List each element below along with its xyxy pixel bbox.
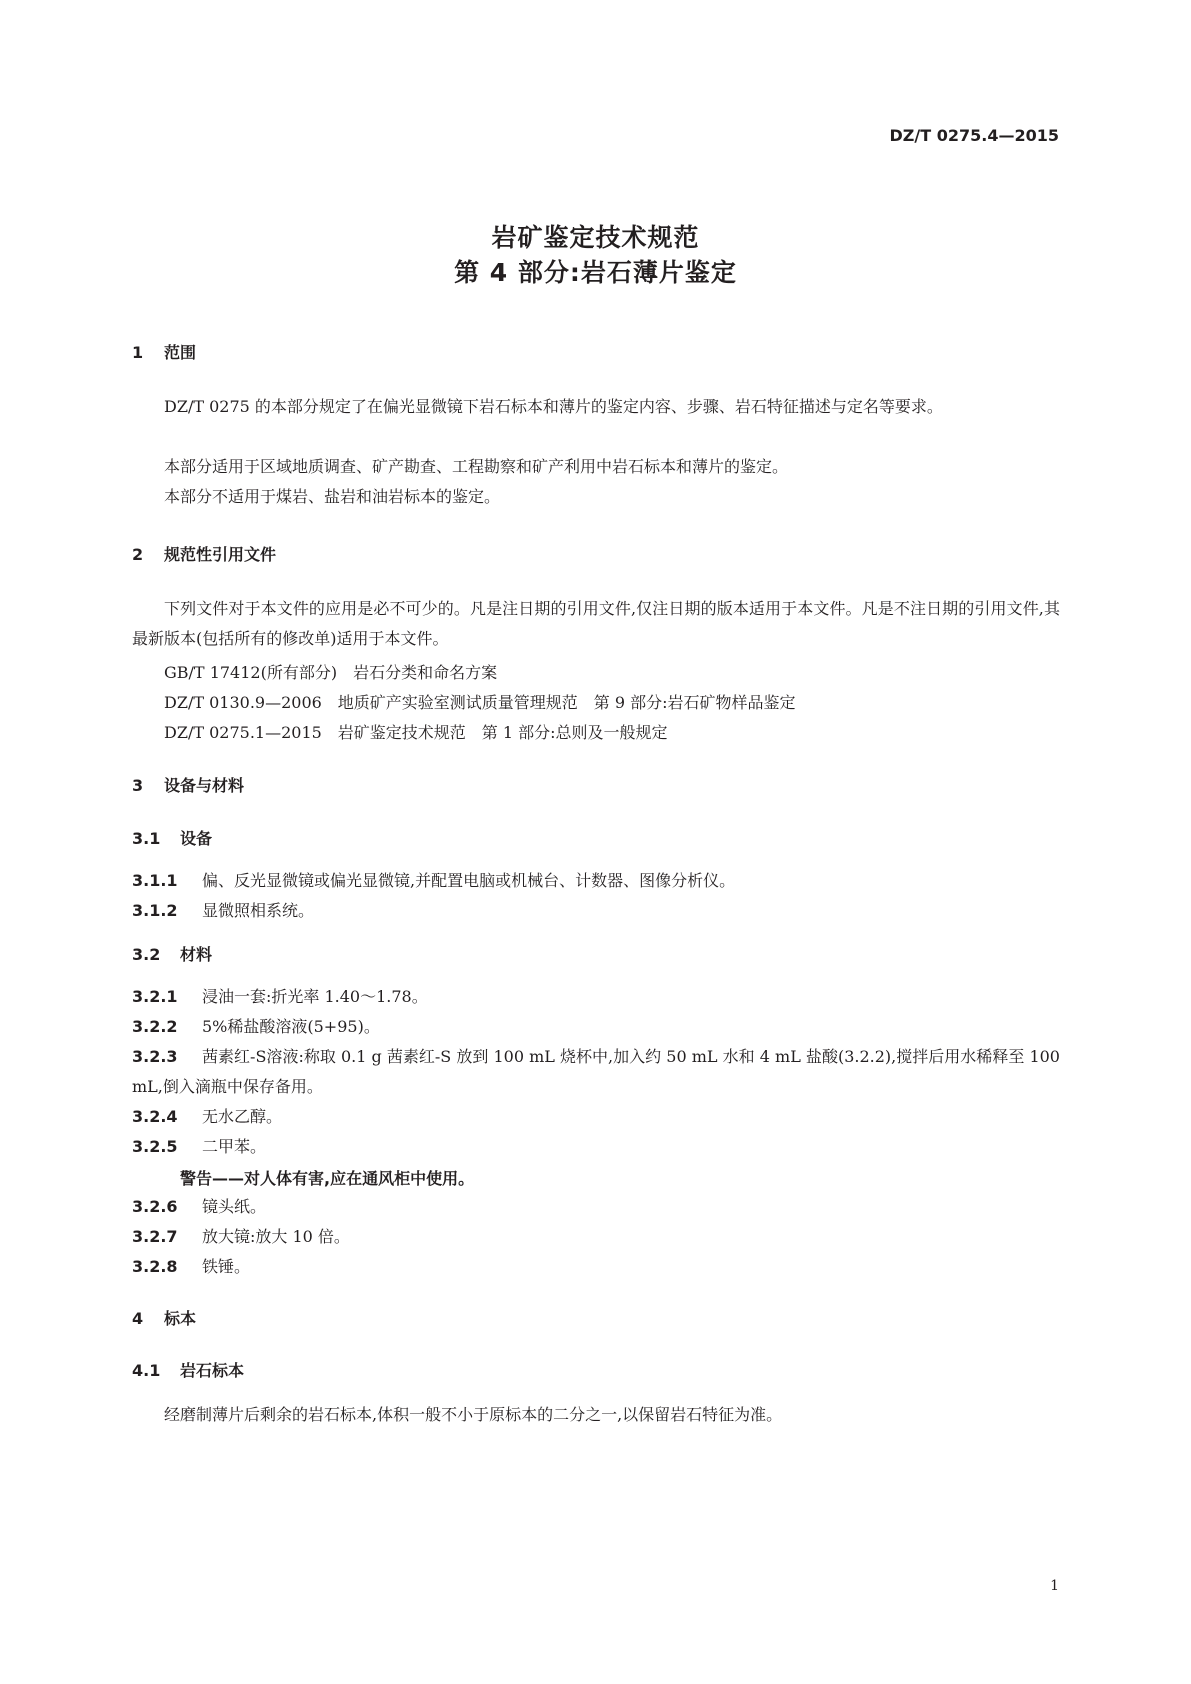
clause-item	[132, 982, 1060, 1012]
clause-text: 偏、反光显微镜或偏光显微镜,并配置电脑或机械台、计数器、图像分析仪。	[202, 871, 736, 890]
subsection-4-1-heading	[132, 1358, 244, 1381]
clause-item	[132, 1132, 1060, 1162]
clause-text: 铁锤。	[202, 1257, 251, 1276]
subsection-title: 设备	[180, 829, 213, 848]
section-2-heading	[132, 542, 276, 565]
subsection-title: 岩石标本	[180, 1361, 245, 1380]
warning-note: 警告——对人体有害,应在通风柜中使用。	[180, 1169, 475, 1188]
clause-text: 浸油一套:折光率 1.40～1.78。	[202, 987, 428, 1006]
clause-item	[132, 1102, 1060, 1132]
section-number: 1	[132, 343, 144, 362]
paragraph: 经磨制薄片后剩余的岩石标本,体积一般不小于原标本的二分之一,以保留岩石特征为准。	[164, 1405, 783, 1424]
clause-number: 3.1.1	[132, 871, 178, 890]
subsection-number: 3.2	[132, 945, 161, 964]
section-number: 3	[132, 776, 144, 795]
clause-text: 二甲苯。	[202, 1137, 267, 1156]
section-number: 2	[132, 545, 144, 564]
clause-item	[132, 896, 1060, 926]
section-title: 规范性引用文件	[164, 545, 277, 564]
clause-number: 3.2.1	[132, 987, 178, 1006]
clause-text: 镜头纸。	[202, 1197, 267, 1216]
section-number: 4	[132, 1309, 144, 1328]
clause-item	[132, 1192, 1060, 1222]
clause-text: 放大镜:放大 10 倍。	[202, 1227, 350, 1246]
clause-text: 茜素红-S溶液:称取 0.1 g 茜素红-S 放到 100 mL 烧杯中,加入约 50 mL 水和 4 mL 盐酸(3.2.2),搅拌后用水稀释至 100 mL,倒入滴瓶中保存备用。	[132, 1047, 1060, 1096]
subsection-number: 3.1	[132, 829, 161, 848]
clause-item	[132, 866, 1060, 896]
clause-number: 3.2.7	[132, 1227, 178, 1246]
clause-text: 5%稀盐酸溶液(5+95)。	[202, 1017, 380, 1036]
paragraph: 本部分适用于区域地质调查、矿产勘查、工程勘察和矿产利用中岩石标本和薄片的鉴定。	[164, 457, 789, 476]
clause-number: 3.2.6	[132, 1197, 178, 1216]
page-number: 1	[1050, 1578, 1059, 1594]
standard-code: DZ/T 0275.4—2015	[889, 126, 1059, 145]
section-title: 范围	[164, 343, 197, 362]
clause-item	[132, 1012, 1060, 1042]
clause-number: 3.2.8	[132, 1257, 178, 1276]
paragraph: 本部分不适用于煤岩、盐岩和油岩标本的鉴定。	[164, 487, 501, 506]
clause-item	[132, 1222, 1060, 1252]
clause-item	[132, 1042, 1060, 1102]
section-title: 设备与材料	[164, 776, 245, 795]
paragraph: DZ/T 0275 的本部分规定了在偏光显微镜下岩石标本和薄片的鉴定内容、步骤、岩石特征描述与定名等要求。	[164, 397, 943, 416]
clause-number: 3.2.3	[132, 1047, 178, 1066]
subsection-3-2-heading	[132, 942, 212, 965]
reference-item: DZ/T 0130.9—2006 地质矿产实验室测试质量管理规范 第 9 部分:岩石矿物样品鉴定	[164, 693, 796, 712]
clause-number: 3.2.5	[132, 1137, 178, 1156]
clause-number: 3.2.4	[132, 1107, 178, 1126]
reference-item: DZ/T 0275.1—2015 岩矿鉴定技术规范 第 1 部分:总则及一般规定	[164, 723, 668, 742]
reference-item: GB/T 17412(所有部分) 岩石分类和命名方案	[164, 663, 498, 682]
document-subtitle: 第 4 部分:岩石薄片鉴定	[454, 258, 737, 287]
document-title: 岩矿鉴定技术规范	[491, 223, 700, 252]
section-title: 标本	[164, 1309, 197, 1328]
clause-text: 无水乙醇。	[202, 1107, 283, 1126]
paragraph: 下列文件对于本文件的应用是必不可少的。凡是注日期的引用文件,仅注日期的版本适用于本文件。凡是不注日期的引用文件,其最新版本(包括所有的修改单)适用于本文件。	[132, 599, 1060, 648]
section-3-heading	[132, 773, 244, 796]
clause-text: 显微照相系统。	[202, 901, 315, 920]
subsection-title: 材料	[180, 945, 213, 964]
subsection-number: 4.1	[132, 1361, 161, 1380]
clause-number: 3.1.2	[132, 901, 178, 920]
section-1-heading	[132, 340, 196, 363]
subsection-3-1-heading	[132, 826, 212, 849]
clause-number: 3.2.2	[132, 1017, 178, 1036]
section-4-heading	[132, 1306, 196, 1329]
clause-item	[132, 1252, 1060, 1282]
